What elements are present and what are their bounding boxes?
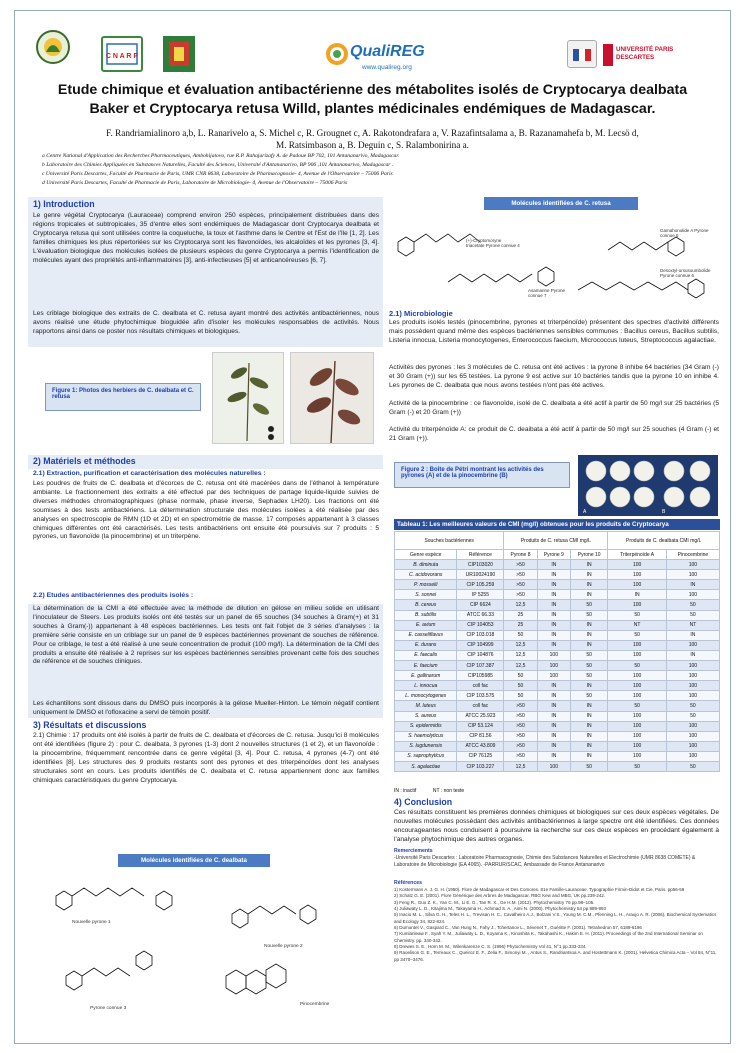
table-cell: IN bbox=[570, 590, 607, 600]
reference-item: 4) Juliawaty L. D., Kitajima M., Takayama H., Achmad S. A., Aimi N. (2000). Phytochemistry 54 pp.989-993 bbox=[394, 906, 607, 912]
table-cell: 50 bbox=[570, 691, 607, 701]
table-cell: IN bbox=[570, 711, 607, 721]
table-cell: IN bbox=[537, 570, 570, 580]
table-cell: 50 bbox=[570, 761, 607, 771]
table-cell: 100 bbox=[608, 691, 666, 701]
table-row bbox=[395, 600, 720, 610]
mic-table-wrap bbox=[394, 531, 720, 772]
results-heading: 3) Résultats et discussions bbox=[33, 720, 147, 730]
microbiology-paragraph-1: Les produits isolés testés (pinocembrine, pyrones et triterpénoïde) présentent des spectres d'activité différents mais possèdent quand même des espèces bactériennes sensibles communes : Bacillus cereus, Bacillus subtilis, Listeria innocua, Listeria monocytogenes, Enterococcus faecium, Micrococcus luteus, Streptococcus agalactiae. bbox=[389, 319, 719, 344]
column-header: Référence bbox=[457, 550, 504, 560]
table-cell: 100 bbox=[608, 741, 666, 751]
dealbata-structures bbox=[36, 866, 376, 1032]
table-cell: 12,5 bbox=[504, 650, 537, 660]
table-cell: B. diminuta bbox=[395, 560, 457, 570]
table-cell: E. faecium bbox=[395, 661, 457, 671]
table-cell: 100 bbox=[608, 650, 666, 660]
table-cell: 50 bbox=[666, 610, 719, 620]
table-cell: 100 bbox=[666, 731, 719, 741]
header-souches: Souches bactériennes bbox=[395, 532, 504, 550]
affiliation-c: c Université Paris Descartes, Faculté de Pharmacie de Paris, UMR CNR 8638, Laboratoire de Pharmacognosie- 4, Avenue de l'Observatoire – 75006 Paris bbox=[42, 171, 393, 177]
table-cell: IP 5255 bbox=[457, 590, 504, 600]
thanks-text: -Université Paris Descartes : Laboratoire Pharmacognosie, Chimie des Substances Naturelles et Electrochimie (UMR 8638 COMETE) & Laboratoire de Microbiologie (EA 4065). -PARRUR/SCAC, Ambassade de France Antananarivo bbox=[394, 855, 696, 868]
table-cell: S. haemolyticus bbox=[395, 731, 457, 741]
table-cell: E. gallinarum bbox=[395, 671, 457, 681]
table-cell: CIP103020 bbox=[457, 560, 504, 570]
table-cell: NT bbox=[608, 620, 666, 630]
table-cell: 100 bbox=[608, 640, 666, 650]
microbiology-paragraph-4: Activité du triterpénoïde A: ce produit de C. deaibata a été actif à partir de 50 mg/l sur 25 souches (4 Gram (-) et 21 Gram (+)). bbox=[389, 426, 719, 442]
intro-heading: 1) Introduction bbox=[33, 199, 95, 209]
herbarium-photo-retusa bbox=[290, 352, 374, 444]
table-cell: IN bbox=[570, 681, 607, 691]
table-cell: 100 bbox=[608, 751, 666, 761]
results-chimie-paragraph: 2.1) Chimie : 17 produits ont été isolés à partir de fruits de C. dealbata et d'écorces de C. retusa. Jusqu'ici 8 molécules ont été identifiées (figure 2) : pour C. dealbata, 3 pyrones (1-3) dont 2 nouvelles structures (1 et 2), et un flavonoïde : la pinocembrine, fréquemment rencontrée dans ce genre végétal [3, 4]. Pour C. retusa, 4 pyrones (4-7) ont été identifiées [8]. Les structures des 9 produits restants sont des pyrones et des triterpénoïdes dont les analyses structurales sont en cours. Les produits identifiés de C. deaibata et C. retusa appartiennent donc aux familles chimiques caractéristiques du genre Cryptocarya. bbox=[33, 732, 379, 784]
reference-item: 5) Inacio M. L., Silva G. H., Teles H. L., Trevisan H. C., Cavalheiro A.J., Bolzani V.S., Young M. C.M., Pfenning L. H., Araujo A. R. (2006). Biochemical Systematics and Ecology 34, 822-824. bbox=[394, 912, 717, 924]
table-cell: C. acidovorans bbox=[395, 570, 457, 580]
paris-descartes-wordmark: UNIVERSITÉ PARIS DESCARTES bbox=[616, 46, 674, 61]
table-cell: IN bbox=[537, 560, 570, 570]
authors-line2: M. Ratsimbason a, B. Deguin c, S. Ralambonirina a. bbox=[276, 140, 469, 150]
table-row bbox=[395, 580, 720, 590]
table-cell: CIP 103.575 bbox=[457, 691, 504, 701]
petri-dish-photo bbox=[578, 455, 718, 516]
table-cell: IN bbox=[537, 620, 570, 630]
table-cell: S. saprophyticus bbox=[395, 751, 457, 761]
table-cell: ATCC 25.923 bbox=[457, 711, 504, 721]
table-row bbox=[395, 630, 720, 640]
table-cell: coll fac bbox=[457, 681, 504, 691]
table-row bbox=[395, 590, 720, 600]
table-cell: UR10024190 bbox=[457, 570, 504, 580]
table-cell: CIP 104999 bbox=[457, 640, 504, 650]
table-cell: >50 bbox=[504, 721, 537, 731]
table-cell: 50 bbox=[608, 661, 666, 671]
retusa-label-pyrone6: Desoxtyl-ursusoumbolide Pyrone connue 6 bbox=[660, 268, 711, 278]
table-cell: 100 bbox=[608, 731, 666, 741]
affiliation-d: d Université Paris Descartes, Faculté de Pharmacie de Paris, Laboratoire de Microbiologie- 4, Avenue de l'Observatoire – 75006 Paris bbox=[42, 180, 348, 186]
logo-cnarp-seal bbox=[36, 28, 70, 66]
table-cell: coll fac bbox=[457, 701, 504, 711]
column-header: Pyrone 8 bbox=[504, 550, 537, 560]
microbiology-paragraph-3: Activité de la pinocembrine : ce flavonoïde, isolé de C. dealbata a été actif à partir de 50 mg/l sur 25 bactéries (5 Gram (-) et 20 Gram (+)) bbox=[389, 400, 719, 416]
column-header: Pyrone 10 bbox=[570, 550, 607, 560]
table-cell: 12,5 bbox=[504, 600, 537, 610]
table-cell: >50 bbox=[504, 741, 537, 751]
table-cell: 100 bbox=[666, 751, 719, 761]
header-dealbata: Produits de C. dealbata CMI mg/L bbox=[608, 532, 720, 550]
logo-university bbox=[161, 34, 197, 74]
retusa-label-pyrone7: Asamarine Pyrone connue 7 bbox=[528, 288, 566, 298]
table-row bbox=[395, 761, 720, 771]
table-cell: IN bbox=[570, 570, 607, 580]
table-cell: >50 bbox=[504, 570, 537, 580]
table-cell: 100 bbox=[666, 721, 719, 731]
svg-text:B: B bbox=[662, 509, 666, 515]
table-cell: IN bbox=[537, 701, 570, 711]
table-cell: >50 bbox=[504, 731, 537, 741]
table-cell: 50 bbox=[608, 761, 666, 771]
logo-french-cooperation bbox=[567, 40, 597, 68]
column-header: Pinocembrine bbox=[666, 550, 719, 560]
table-cell: 100 bbox=[666, 590, 719, 600]
intro-paragraph-2: Les criblage biologique des extraits de C. dealbata et C. retusa ayant montré des activités antibactériennes, nous avons réalisé une étude phytochimique bioguidée afin d'isoler les molécules responsables de activités. Nous rapportons ainsi dans ce poster nos résultats chimiques et biologiques. bbox=[33, 310, 379, 335]
table-cell: 12,5 bbox=[504, 661, 537, 671]
dealbata-label-pyrone2: Nouvelle pyrone 2 bbox=[264, 944, 303, 949]
svg-text:A: A bbox=[583, 509, 587, 515]
table-cell: L. monocytogenes bbox=[395, 691, 457, 701]
mic-table-legend: IN : inactif NT : non teste bbox=[394, 788, 465, 794]
table-cell: B. cereus bbox=[395, 600, 457, 610]
table-cell: 100 bbox=[537, 761, 570, 771]
table-cell: CIP 104876 bbox=[457, 650, 504, 660]
table-cell: S. aureus bbox=[395, 711, 457, 721]
table-cell: 100 bbox=[608, 711, 666, 721]
affiliation-a: a Centre National d'Application des Recherches Pharmaceutiques, Ambohijatovo, rue R.P. Rahajarizafy A. de Padoue BP 702, 101 Antananarivo, Madagascar. bbox=[42, 153, 400, 159]
figure2-caption: Figure 2 : Boîte de Pétri montrant les activités des pyrones (A) et de la pinocembrine (B) bbox=[394, 462, 570, 488]
table-row bbox=[395, 711, 720, 721]
table-cell: CIP 81.56 bbox=[457, 731, 504, 741]
column-header: Genre espèce bbox=[395, 550, 457, 560]
table-cell: 12,5 bbox=[504, 640, 537, 650]
table-cell: 100 bbox=[608, 570, 666, 580]
methods-subheading-1: 2.1) Extraction, purification et caractérisation des molécules naturelles : bbox=[33, 470, 266, 477]
table-cell: >50 bbox=[504, 711, 537, 721]
references-list bbox=[394, 887, 719, 963]
table-row bbox=[395, 751, 720, 761]
table-row bbox=[395, 731, 720, 741]
table-cell: 50 bbox=[504, 691, 537, 701]
table-cell: S. sonnei bbox=[395, 590, 457, 600]
methods-heading: 2) Matériels et méthodes bbox=[33, 456, 136, 466]
table-cell: 100 bbox=[537, 671, 570, 681]
table-cell: IN bbox=[570, 731, 607, 741]
table-cell: IN bbox=[570, 701, 607, 711]
table-cell: 100 bbox=[608, 721, 666, 731]
table-row bbox=[395, 560, 720, 570]
intro-paragraph-1: Le genre végétal Cryptocarya (Lauraceae) comprend environ 250 espèces, principalement distribuées dans des régions tropicales et subtropicales, 35 d'entre elles sont endémiques de Madagascar dont Cryptocarya dealbata et Cryptocarya retusa qui sont utilisées contre la coqueluche, la toux et l'asthme dans le Centre et l'Est de l'Ile [1, 2]. Les familles chimiques les plus répertoriées sur les Cryptocarya sont les flavonoïdes, les alcaloïdes et les pyrones [3, 4]. L'évaluation biologique des molécules isolées de plusieurs espèces du genre Cryptocarya a permis l'identification de molécules ayant des propriétés anti-inflammatoires [3], anti-infectieuses [5] et anticancéreuses [6, 7]. bbox=[33, 212, 379, 264]
table-cell: 50 bbox=[570, 610, 607, 620]
table-cell: 100 bbox=[608, 580, 666, 590]
table-cell: IN bbox=[537, 610, 570, 620]
table-row bbox=[395, 681, 720, 691]
retusa-label-pyrone5: Gamahonolide A Pyrone connue 5 bbox=[660, 228, 709, 238]
table-cell: 100 bbox=[666, 640, 719, 650]
thanks-heading: Remerciements bbox=[394, 848, 433, 854]
references-heading: Références bbox=[394, 880, 422, 886]
table-cell: IN bbox=[537, 600, 570, 610]
title-line1: Etude chimique et évaluation antibactérienne des métabolites isolés de Cryptocarya dealbata bbox=[57, 82, 688, 98]
logo-paris-descartes bbox=[603, 42, 681, 68]
table-cell: IN bbox=[666, 650, 719, 660]
table-cell: 100 bbox=[666, 681, 719, 691]
table-row bbox=[395, 610, 720, 620]
table-cell: 25 bbox=[504, 620, 537, 630]
reference-item: 8) Drewes S. E., Horn M. M., Wilenkarenze C. S. (1996) Phytochemistry Vol 41, N°1 pp.333-334. bbox=[394, 944, 587, 950]
table-cell: IN bbox=[570, 630, 607, 640]
authors-line1: F. Randriamialinoro a,b, L. Ranarivelo a, S. Michel c, R. Grougnet c, A. Rakotondrafara a, V. Razafintsalama a, B. Razanamahefa b, M. Lecsö d, bbox=[106, 128, 639, 138]
methods-paragraph-1: Les poudres de fruits de C. dealbata et d'écorces de C. retusa ont été macérées dans de l'éthanol à température ambiante. Le fractionnement des extraits a été effectué par des techniques de partage liquide-liquide suivies de diverses méthodes chromatographiques (phase normale, phase inverse, Sephadex LH20). Les fractions ont été soumises à des tests antibactériens. La détermination structurale des molécules isolées a été réalisée par des analyses en spectroscopie de RMN (1D et 2D) et en spectrométrie de masse. 17 composés appartenant à 3 classes chimiques différentes ont été caractérisés. Les tests antibactériens ont ensuite été poursuivis sur 7 produits : 5 pyrones, un flavonoïde (la pinocembrine) et un triterpène. bbox=[33, 480, 379, 541]
dealbata-label-pinocembrine: Pinocembrine bbox=[300, 1002, 330, 1007]
table-cell: 50 bbox=[504, 681, 537, 691]
title-line2: Baker et Cryptocarya retusa Willd, plantes médicinales endémiques de Madagascar. bbox=[89, 101, 656, 117]
table-row bbox=[395, 691, 720, 701]
mic-table-column-header bbox=[395, 550, 720, 560]
table-cell: 50 bbox=[608, 630, 666, 640]
table-row bbox=[395, 650, 720, 660]
mic-table-title: Tableau 1: Les meilleures valeurs de CMI (mg/l) obtenues pour les produits de Cryptocarya bbox=[394, 519, 720, 530]
table-cell: IN bbox=[666, 580, 719, 590]
reference-item: 1) Kostermans A. J. G. H. (1950). Flore de Madagascar et Des Comores. 81e Famille-Lauraceae. Typographie Firmin-Didot et Cie, Paris. pp56-59 bbox=[394, 887, 685, 892]
table-cell: CIP 103.227 bbox=[457, 761, 504, 771]
column-header: Triterpénoïde A bbox=[608, 550, 666, 560]
qualireg-wordmark: QualiREG bbox=[350, 43, 425, 60]
herbarium-photo-dealbata bbox=[212, 352, 284, 444]
table-cell: 100 bbox=[608, 600, 666, 610]
table-cell: 100 bbox=[666, 560, 719, 570]
table-cell: S. lugdunensis bbox=[395, 741, 457, 751]
table-cell: 100 bbox=[537, 650, 570, 660]
table-cell: 100 bbox=[608, 560, 666, 570]
microbiology-paragraph-2: Activités des pyrones : les 3 molécules de C. retusa ont été actives : la pyrone 8 inhibe 64 bactéries (34 Gram (-) et 30 Gram (+)) sur les 65 testées. La pyrone 9 est active sur 10 bactéries tandis que la pyrone 10 en inhibe 4. Les pyrones de C. dealbata que nous avons testées n'ont pas été actives. bbox=[389, 364, 719, 389]
header-retusa: Produits de C. retusa CMI mg/L bbox=[504, 532, 608, 550]
figure1-caption: Figure 1: Photos des herbiers de C. dealbata et C. retusa bbox=[45, 383, 201, 411]
logo-cnarp bbox=[101, 36, 143, 72]
table-cell: CIP 104053 bbox=[457, 620, 504, 630]
table-cell: >50 bbox=[504, 590, 537, 600]
table-row bbox=[395, 661, 720, 671]
table-cell: NT bbox=[666, 620, 719, 630]
retusa-label-pyrone4: (+)-Cryptomoryne triacetate Pyrone connue 4 bbox=[466, 238, 520, 248]
table-cell: IN bbox=[537, 721, 570, 731]
table-cell: S. agalactiae bbox=[395, 761, 457, 771]
table-cell: 50 bbox=[570, 671, 607, 681]
table-cell: S. epidermidis bbox=[395, 721, 457, 731]
methods-paragraph-2: La détermination de la CMI a été effectuée avec la méthode de dilution en gélose en milieu solide en utilisant l'inoculateur de Steers. Les produits isolés ont été testés sur un panel de 65 souches (34 souches à Gram(+) et 31 souches à Gram(-)) appartenant à 48 espèces bactériennes. Les tests ont fait l'objet de 3 séries d'analyses : la première série consiste en un criblage sur un panel de 9 espèces bactériennes provenant de souches de référence. Pour ce criblage, le test a été réalisé à une seule concentration de produit (100 mg/l). La détermination de la CMI des produits a ensuite été réalisée à 2 reprises sur les espèces bactériennes sensibles provenant cette fois des souches de référence et de souches cliniques. bbox=[33, 605, 379, 666]
table-cell: >50 bbox=[504, 751, 537, 761]
table-cell: 50 bbox=[570, 650, 607, 660]
table-cell: E. durans bbox=[395, 640, 457, 650]
table-cell: CIP 76125 bbox=[457, 751, 504, 761]
table-cell: 12,5 bbox=[504, 761, 537, 771]
table-cell: IN bbox=[570, 640, 607, 650]
column-header: Pyrone 9 bbox=[537, 550, 570, 560]
logo-qualireg bbox=[322, 38, 432, 78]
conclusion-paragraph: Ces résultats constituent les premières données chimiques et biologiques sur ces deux espèces végétales. De nouvelles molécules possèdant des activités antibactériennes à large spectre ont été identifiées. Ces données encourageantes nous conduisent à poursuivre la recherche sur ces deux espèces en procédant également à l'analyse phytochimique des autres organes. bbox=[394, 809, 719, 843]
qualireg-url: www.qualireg.org bbox=[362, 64, 412, 71]
reference-item: 6) Dumontet V., Gaspard C., Van Hung N., Fahy J., Tchertanov L., Sévenet T., Guéritte F. (2001). Tetrahedron 57, 6189-6196 bbox=[394, 925, 642, 931]
table-cell: 100 bbox=[666, 691, 719, 701]
retusa-molecules-title: Molécules identifiées de C. retusa bbox=[484, 197, 638, 210]
table-cell: IN bbox=[537, 580, 570, 590]
table-cell: 50 bbox=[570, 661, 607, 671]
dealbata-label-pyrone3: Pyrone connue 3 bbox=[90, 1006, 127, 1011]
table-cell: IN bbox=[537, 751, 570, 761]
table-cell: 50 bbox=[666, 600, 719, 610]
table-cell: 50 bbox=[666, 761, 719, 771]
methods-subheading-2: 2.2) Etudes antibactériennes des produits isolés : bbox=[33, 592, 194, 599]
table-cell: IN bbox=[570, 741, 607, 751]
table-cell: >50 bbox=[504, 580, 537, 590]
reference-item: 3) Feng R., Guo Z. K., Yan C. M., Li E. G., Tan R. X., Ge H.M. (2012). Phytochemistry 76 pp.98–105. bbox=[394, 899, 595, 905]
table-cell: IN bbox=[570, 620, 607, 630]
table-cell: 100 bbox=[666, 661, 719, 671]
table-cell: 50 bbox=[608, 701, 666, 711]
table-row bbox=[395, 741, 720, 751]
table-cell: IN bbox=[537, 711, 570, 721]
table-cell: IN bbox=[570, 580, 607, 590]
table-cell: ATCC 66.33 bbox=[457, 610, 504, 620]
mic-table-group-header bbox=[395, 532, 720, 550]
table-cell: CIP 53.124 bbox=[457, 721, 504, 731]
mic-table bbox=[394, 531, 720, 772]
table-cell: IN bbox=[537, 630, 570, 640]
table-cell: E. casseliflavus bbox=[395, 630, 457, 640]
table-cell: IN bbox=[570, 560, 607, 570]
table-cell: 50 bbox=[504, 671, 537, 681]
retusa-structures bbox=[388, 212, 718, 306]
dealbata-molecules-title: Molécules identifiées de C. dealbata bbox=[118, 854, 270, 867]
table-cell: E. avium bbox=[395, 620, 457, 630]
table-cell: CIP 105.259 bbox=[457, 580, 504, 590]
table-cell: CIP 107.387 bbox=[457, 661, 504, 671]
table-cell: IN bbox=[537, 681, 570, 691]
table-cell: B. subtilis bbox=[395, 610, 457, 620]
reference-item: 2) Schatz G. E. (2001). Flore Générique des Arbres de Madagascar. RBG Kew and MBG, UK pp.239-242. bbox=[394, 893, 606, 899]
table-cell: 50 bbox=[666, 711, 719, 721]
table-cell: CIP105985 bbox=[457, 671, 504, 681]
microbiology-heading: 2.1) Microbiologie bbox=[389, 309, 453, 318]
table-cell: >50 bbox=[504, 560, 537, 570]
dealbata-label-pyrone1: Nouvelle pyrone 1 bbox=[72, 920, 111, 925]
conclusion-heading: 4) Conclusion bbox=[394, 797, 453, 807]
table-cell: P. mosselii bbox=[395, 580, 457, 590]
table-cell: 100 bbox=[666, 570, 719, 580]
table-row bbox=[395, 721, 720, 731]
table-cell: IN bbox=[666, 630, 719, 640]
table-cell: IN bbox=[570, 721, 607, 731]
table-cell: 100 bbox=[608, 681, 666, 691]
table-cell: IN bbox=[537, 741, 570, 751]
table-row bbox=[395, 640, 720, 650]
table-cell: IN bbox=[537, 590, 570, 600]
table-cell: 50 bbox=[570, 600, 607, 610]
table-row bbox=[395, 570, 720, 580]
table-cell: L. innocua bbox=[395, 681, 457, 691]
table-row bbox=[395, 671, 720, 681]
table-cell: CIP 6624 bbox=[457, 600, 504, 610]
table-cell: CIP 103.018 bbox=[457, 630, 504, 640]
svg-text:C N A R P: C N A R P bbox=[105, 53, 139, 60]
table-cell: IN bbox=[537, 731, 570, 741]
table-cell: >50 bbox=[504, 701, 537, 711]
table-cell: IN bbox=[537, 691, 570, 701]
affiliation-b: b Laboratoire des Chimies Appliquées en Substances Naturelles, Faculté des Sciences, Université d'Antananarivo, BP 906 ,101 Antananarivo, Madagascar . bbox=[42, 162, 394, 168]
table-cell: 50 bbox=[504, 630, 537, 640]
reference-item: 9) Raoelison G. E., Terreaux C., Queiroz E. F., Zelia F., Simonyi M. , Antus S., Randriantsoa A. and Hostettmann K. (2001). Helvetica Chimica Acta – Vol 84, N°11, pp 3470–3476. bbox=[394, 950, 717, 962]
reference-item: 7) Kumlanleaw F., Syah Y. M., Juliawaty L. D., Koyama K., Kinoshita K., Takahashi K., Hakim E. H. (2011). Proceedings of the 2nd International Seminar on Chemistry. pp. 340-342. bbox=[394, 931, 703, 943]
table-cell: 100 bbox=[537, 661, 570, 671]
table-cell: ATCC 43.809 bbox=[457, 741, 504, 751]
table-cell: 100 bbox=[666, 671, 719, 681]
table-cell: 100 bbox=[666, 741, 719, 751]
table-cell: IN bbox=[570, 751, 607, 761]
table-row bbox=[395, 701, 720, 711]
table-cell: 25 bbox=[504, 610, 537, 620]
table-cell: M. luteus bbox=[395, 701, 457, 711]
table-row bbox=[395, 620, 720, 630]
table-cell: 50 bbox=[608, 610, 666, 620]
methods-paragraph-3: Les échantillons sont dissous dans du DMSO puis incorporés à la gélose Mueller-Hinton. Le témoin négatif contient uniquement le DMSO et l'ofloxacine a servi de témoin positif. bbox=[33, 700, 379, 716]
table-cell: E. faecalis bbox=[395, 650, 457, 660]
table-cell: 50 bbox=[666, 701, 719, 711]
table-cell: 100 bbox=[608, 671, 666, 681]
table-cell: IN bbox=[537, 640, 570, 650]
table-cell: IN bbox=[608, 590, 666, 600]
